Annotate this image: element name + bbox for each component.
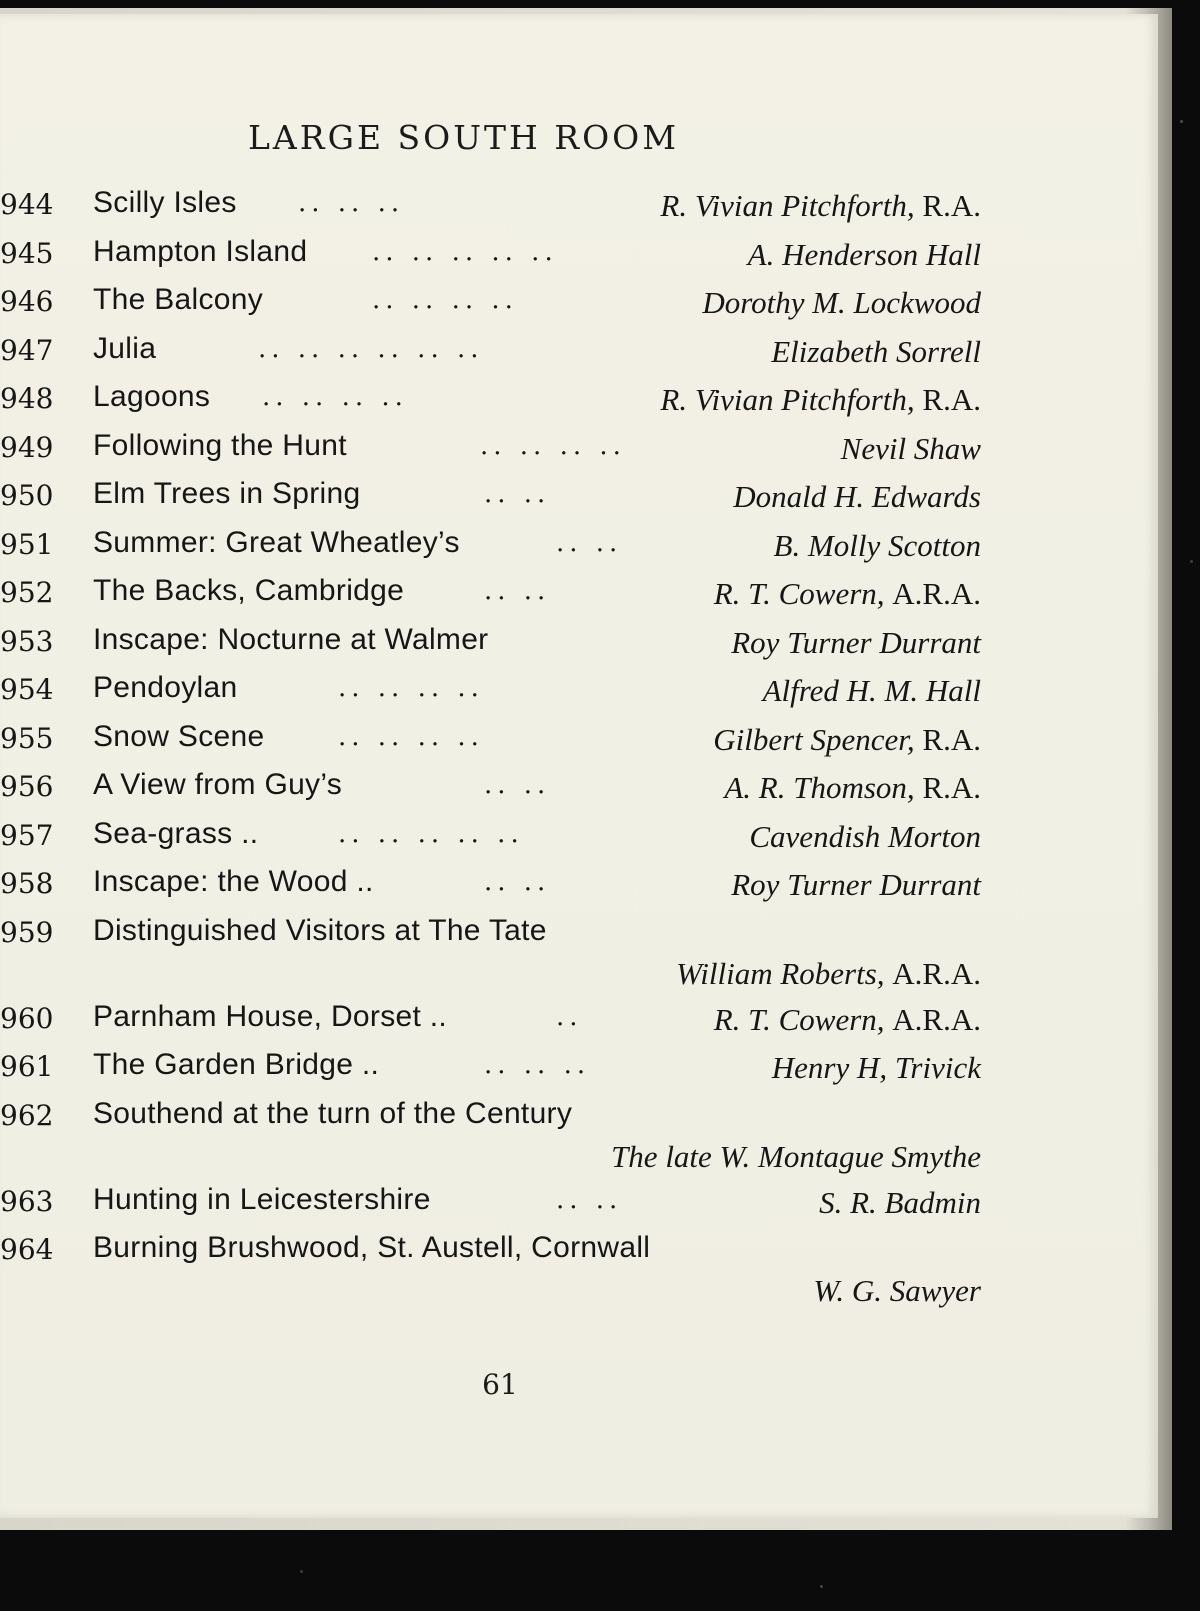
dot-leader: .. .. ..: [484, 1050, 591, 1080]
entry-number: 951: [0, 527, 54, 561]
entry-number: 947: [0, 333, 54, 367]
entry-artist: [731, 867, 981, 903]
entry-title: Pendoylan: [93, 671, 238, 704]
entry-number: 960: [0, 1001, 54, 1035]
entry-artist: [771, 334, 981, 370]
entry-artist: [819, 1185, 981, 1221]
artist-name: Cavendish Morton: [749, 818, 981, 854]
entry-artist: [841, 431, 981, 467]
artist-suffix: R.A.: [922, 188, 981, 223]
entry-artist: [676, 956, 981, 992]
catalogue-entry: [0, 1000, 985, 1049]
entry-number: 957: [0, 818, 54, 852]
entry-artist: [813, 1273, 981, 1309]
entry-number: 955: [0, 721, 54, 755]
dot-leader: .. ..: [484, 867, 551, 897]
artist-suffix: A.R.A.: [892, 955, 981, 991]
artist-name: A. R. Thomson,: [724, 770, 915, 805]
artist-name: William Roberts,: [676, 955, 885, 991]
catalogue-entry: [0, 1231, 985, 1317]
catalogue-entry: [0, 914, 985, 1000]
entry-artist: [733, 479, 981, 515]
entry-title: Julia: [93, 331, 157, 365]
entry-title: The Backs, Cambridge: [93, 574, 405, 607]
artist-name: R. T. Cowern,: [713, 1001, 885, 1037]
background-speck: [300, 1570, 303, 1573]
artist-name: Henry H, Trivick: [771, 1050, 981, 1085]
artist-name: R. Vivian Pitchforth,: [660, 382, 915, 417]
entry-artist: [774, 528, 981, 564]
artist-name: B. Molly Scotton: [773, 527, 981, 563]
entry-number: 953: [0, 624, 54, 658]
catalogue-entry: [0, 720, 985, 769]
artist-name: R. Vivian Pitchforth,: [660, 188, 915, 223]
entry-number: 950: [0, 479, 54, 512]
catalogue-entry: [0, 429, 985, 478]
entry-number: 962: [0, 1098, 54, 1132]
catalogue-entry: [0, 283, 985, 332]
dot-leader: .. .. .. .. ..: [338, 818, 524, 849]
entry-number: 952: [0, 576, 54, 609]
entry-artist: [772, 1050, 981, 1086]
entry-artist: [763, 673, 981, 709]
artist-name: Nevil Shaw: [840, 430, 981, 466]
artist-name: Dorothy M. Lockwood: [702, 285, 981, 320]
artist-name: R. T. Cowern,: [713, 576, 885, 611]
entry-title: Distinguished Visitors at The Tate: [93, 913, 547, 947]
entry-number: 946: [0, 285, 54, 318]
entry-title: Inscape: the Wood ..: [93, 865, 374, 898]
entry-title: The Garden Bridge ..: [93, 1048, 380, 1081]
entry-title: Scilly Isles: [93, 186, 237, 219]
dot-leader: .. .. .. .. ..: [372, 236, 558, 267]
dot-leader: .. .. .. ..: [262, 382, 408, 412]
catalogue-entry: [0, 574, 985, 623]
entry-title: Hampton Island: [93, 234, 308, 268]
dot-leader: .. .. .. ..: [480, 430, 626, 461]
entry-artist: [714, 576, 981, 612]
entry-title: Burning Brushwood, St. Austell, Cornwall: [93, 1231, 651, 1264]
entry-artist: [702, 285, 981, 321]
dot-leader: .. .. .. ..: [372, 285, 518, 315]
entry-artist: [660, 382, 981, 418]
dot-leader: .. .. ..: [298, 188, 405, 218]
entry-artist: [713, 722, 981, 758]
entry-title: Hunting in Leicestershire: [93, 1182, 431, 1216]
artist-name: S. R. Badmin: [819, 1184, 981, 1220]
artist-suffix: R.A.: [922, 382, 981, 417]
artist-name: W. G. Sawyer: [813, 1273, 981, 1308]
entry-number: 945: [0, 236, 54, 270]
background-speck: [1190, 560, 1193, 563]
catalogue-entry: [0, 865, 985, 914]
dot-leader: .. ..: [556, 1184, 623, 1215]
dot-leader: .. ..: [484, 770, 551, 800]
artist-name: A. Henderson Hall: [747, 236, 981, 272]
catalogue-entry: [0, 671, 985, 720]
entry-title: Inscape: Nocturne at Walmer: [93, 622, 489, 656]
entry-title: Parnham House, Dorset ..: [93, 999, 448, 1033]
dot-leader: .. .. .. .. .. ..: [258, 333, 484, 364]
catalogue-entry: [0, 235, 985, 284]
artist-name: Roy Turner Durrant: [731, 867, 981, 902]
entry-title: Lagoons: [93, 380, 211, 413]
entry-number: 964: [0, 1233, 54, 1266]
entry-artist: [749, 819, 981, 855]
page-number: 61: [482, 1368, 518, 1401]
entry-title: Sea-grass ..: [93, 816, 259, 850]
catalogue-entry: [0, 1097, 985, 1183]
artist-name: The late W. Montague Smythe: [611, 1138, 981, 1174]
entry-artist: [724, 770, 981, 806]
background-speck: [1180, 120, 1183, 123]
catalogue-entry: [0, 186, 985, 235]
catalogue-entry: [0, 1183, 985, 1232]
entry-number: 956: [0, 770, 54, 803]
dot-leader: .. ..: [556, 527, 623, 558]
artist-name: Alfred H. M. Hall: [762, 673, 981, 708]
entry-number: 961: [0, 1050, 54, 1083]
artist-suffix: R.A.: [922, 721, 981, 757]
entry-artist: [714, 1002, 981, 1038]
dot-leader: ..: [556, 1001, 583, 1032]
entry-artist: [660, 188, 981, 224]
entry-number: 963: [0, 1184, 54, 1218]
entry-title: Southend at the turn of the Century: [93, 1096, 573, 1130]
entry-artist: [748, 237, 981, 273]
artist-suffix: A.R.A.: [892, 576, 981, 611]
entry-number: 959: [0, 915, 54, 949]
entry-number: 948: [0, 382, 54, 415]
entry-title: A View from Guy’s: [93, 768, 343, 801]
catalogue-list: [0, 186, 985, 1317]
dot-leader: .. .. .. ..: [338, 673, 484, 703]
artist-name: Elizabeth Sorrell: [771, 333, 981, 369]
catalogue-entry: [0, 1048, 985, 1097]
catalogue-entry: [0, 768, 985, 817]
background-speck: [820, 1585, 823, 1588]
catalogue-entry: [0, 817, 985, 866]
entry-number: 954: [0, 673, 54, 706]
entry-number: 944: [0, 188, 54, 221]
dot-leader: .. ..: [484, 479, 551, 509]
dot-leader: .. .. .. ..: [338, 721, 484, 752]
entry-title: Snow Scene: [93, 719, 265, 753]
entry-title: Elm Trees in Spring: [93, 477, 361, 510]
artist-suffix: R.A.: [922, 770, 981, 805]
catalogue-entry: [0, 477, 985, 526]
entry-title: Following the Hunt: [93, 428, 347, 462]
artist-suffix: A.R.A.: [892, 1001, 981, 1037]
entry-number: 958: [0, 867, 54, 900]
catalogue-entry: [0, 332, 985, 381]
entry-artist: [731, 625, 981, 661]
entry-artist: [611, 1139, 981, 1175]
entry-title: Summer: Great Wheatley’s: [93, 525, 460, 559]
artist-name: Gilbert Spencer,: [713, 721, 915, 757]
dot-leader: .. ..: [484, 576, 551, 606]
catalogue-entry: [0, 623, 985, 672]
entry-number: 949: [0, 430, 54, 464]
artist-name: Donald H. Edwards: [733, 479, 981, 514]
catalogue-entry: [0, 380, 985, 429]
catalogue-entry: [0, 526, 985, 575]
room-title: LARGE SOUTH ROOM: [248, 118, 680, 157]
entry-title: The Balcony: [93, 283, 264, 316]
artist-name: Roy Turner Durrant: [731, 624, 981, 660]
